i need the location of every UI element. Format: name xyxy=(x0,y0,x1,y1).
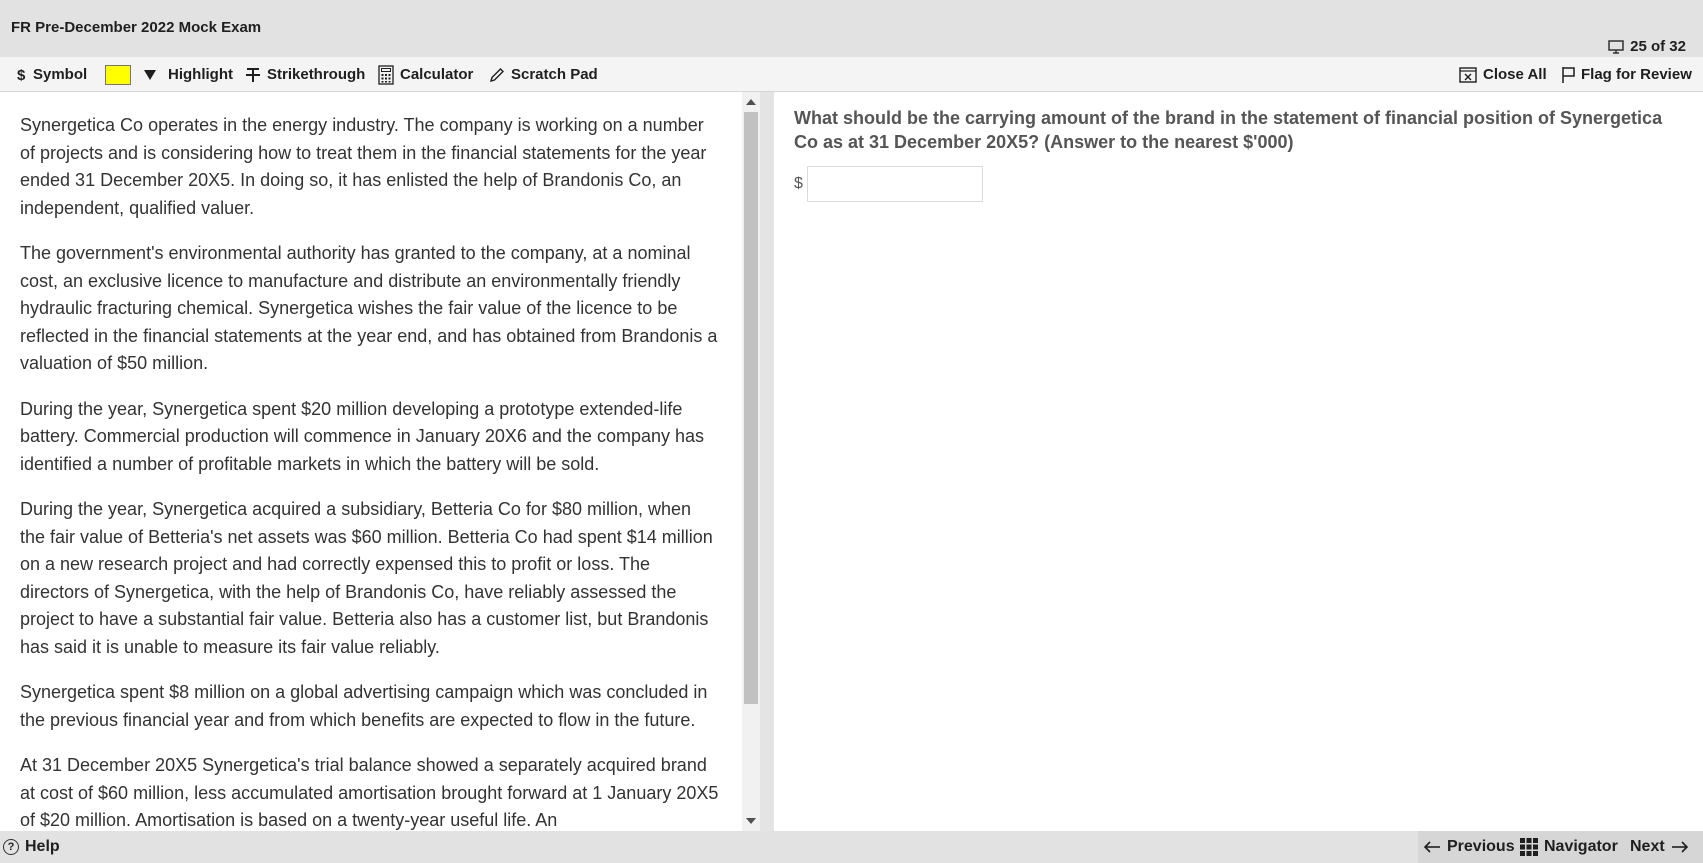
symbol-label: Symbol xyxy=(33,66,88,83)
help-button[interactable] xyxy=(3,831,60,863)
pane-divider[interactable] xyxy=(760,92,774,831)
navigator-button[interactable] xyxy=(1520,831,1618,863)
navigator-label: Navigator xyxy=(1544,838,1618,855)
monitor-icon xyxy=(1608,40,1624,54)
symbol-button[interactable] xyxy=(17,57,87,92)
toolbar xyxy=(0,57,1703,92)
question-counter-label: 25 of 32 xyxy=(1630,38,1686,55)
arrow-left-icon xyxy=(1423,840,1441,854)
passage-scrollbar[interactable] xyxy=(742,92,760,831)
scroll-up-icon[interactable] xyxy=(746,99,756,105)
calculator-icon xyxy=(378,65,394,85)
passage-paragraph: The government's environmental authority has granted to the company, at a nominal cost, an exclusive licence to manufacture and distribute an environmentally friendly hydraulic fracturing chemical. Synergetica wishes the fair value of the licence to be reflected in the financial statements at the year end, and has obtained from Brandonis a valuation of $50 million. xyxy=(20,243,718,373)
dollar-icon xyxy=(17,67,27,83)
passage-paragraph: Synergetica spent $8 million on a global advertising campaign which was concluded in the previous financial year and from which benefits are expected to flow in the future. xyxy=(20,682,708,730)
passage-paragraph: Synergetica Co operates in the energy industry. The company is working on a number of projects and is considering how to treat them in the financial statements for the year ended 31 December 20X5. In doing so, it has enlisted the help of Brandonis Co, an independent, qualified valuer. xyxy=(20,115,707,218)
scratch-pad-button[interactable] xyxy=(489,57,598,92)
highlight-color-swatch[interactable] xyxy=(105,65,131,85)
answer-row xyxy=(794,166,983,202)
passage-text xyxy=(20,112,720,831)
help-label: Help xyxy=(25,838,60,855)
svg-text:$: $ xyxy=(17,66,26,83)
currency-symbol: $ xyxy=(794,175,803,192)
highlight-button[interactable] xyxy=(144,57,233,92)
strikethrough-button[interactable] xyxy=(245,57,365,92)
footer-bar xyxy=(0,831,1703,863)
flag-label: Flag for Review xyxy=(1581,66,1692,83)
exam-title: FR Pre-December 2022 Mock Exam xyxy=(11,19,262,36)
strikethrough-label: Strikethrough xyxy=(267,66,366,83)
previous-button[interactable] xyxy=(1423,831,1515,863)
question-pane xyxy=(774,92,1703,831)
passage-paragraph: During the year, Synergetica spent $20 million developing a prototype extended-life battery. Commercial production will commence in January 20X6 and the company has identified a number of profitable markets in which the battery will be sold. xyxy=(20,398,704,474)
next-label: Next xyxy=(1630,838,1665,855)
triangle-down-icon xyxy=(144,70,156,80)
calculator-label: Calculator xyxy=(400,66,474,83)
highlight-label: Highlight xyxy=(168,66,233,83)
next-button[interactable] xyxy=(1630,831,1689,863)
pencil-icon xyxy=(489,67,505,83)
scrollbar-thumb[interactable] xyxy=(744,112,758,704)
highlight-color-picker[interactable] xyxy=(105,57,131,92)
passage-paragraph: At 31 December 20X5 Synergetica's trial balance showed a separately acquired brand at cost of $60 million, less accumulated amortisation brought forward at 1 January 20X5 of $20 million. Amortisation is based on a twenty-year useful life. An xyxy=(20,755,719,830)
strikethrough-icon xyxy=(245,67,261,83)
close-all-label: Close All xyxy=(1483,66,1547,83)
scroll-down-icon[interactable] xyxy=(746,818,756,824)
answer-input[interactable] xyxy=(807,166,983,202)
calculator-button[interactable] xyxy=(378,57,473,92)
question-text: What should be the carrying amount of the brand in the statement of financial position of Synergetica Co as at 31 December 20X5? (Answer to the nearest $'000) xyxy=(794,108,1663,152)
grid-icon xyxy=(1520,838,1538,856)
arrow-right-icon xyxy=(1671,840,1689,854)
previous-label: Previous xyxy=(1447,838,1515,855)
help-icon: ? xyxy=(3,839,19,855)
title-bar xyxy=(0,0,1703,57)
scratch-pad-label: Scratch Pad xyxy=(511,66,598,83)
flag-icon xyxy=(1561,66,1575,84)
close-window-icon xyxy=(1459,67,1477,83)
passage-paragraph: During the year, Synergetica acquired a subsidiary, Betteria Co for $80 million, when the fair value of Betteria's net assets was $60 million. Betteria Co had spent $14 million on a new research project and had correctly expensed this to profit or loss. The directors of Synergetica, with the help of Brandonis Co, have reliably assessed the project to have a substantial fair value. Betteria also has a customer list, but Brandonis has said it is unable to measure its fair value reliably. xyxy=(20,499,713,657)
flag-for-review-button[interactable] xyxy=(1561,57,1692,92)
close-all-button[interactable] xyxy=(1459,57,1547,92)
passage-pane[interactable] xyxy=(0,92,742,831)
question-counter xyxy=(1608,38,1686,55)
